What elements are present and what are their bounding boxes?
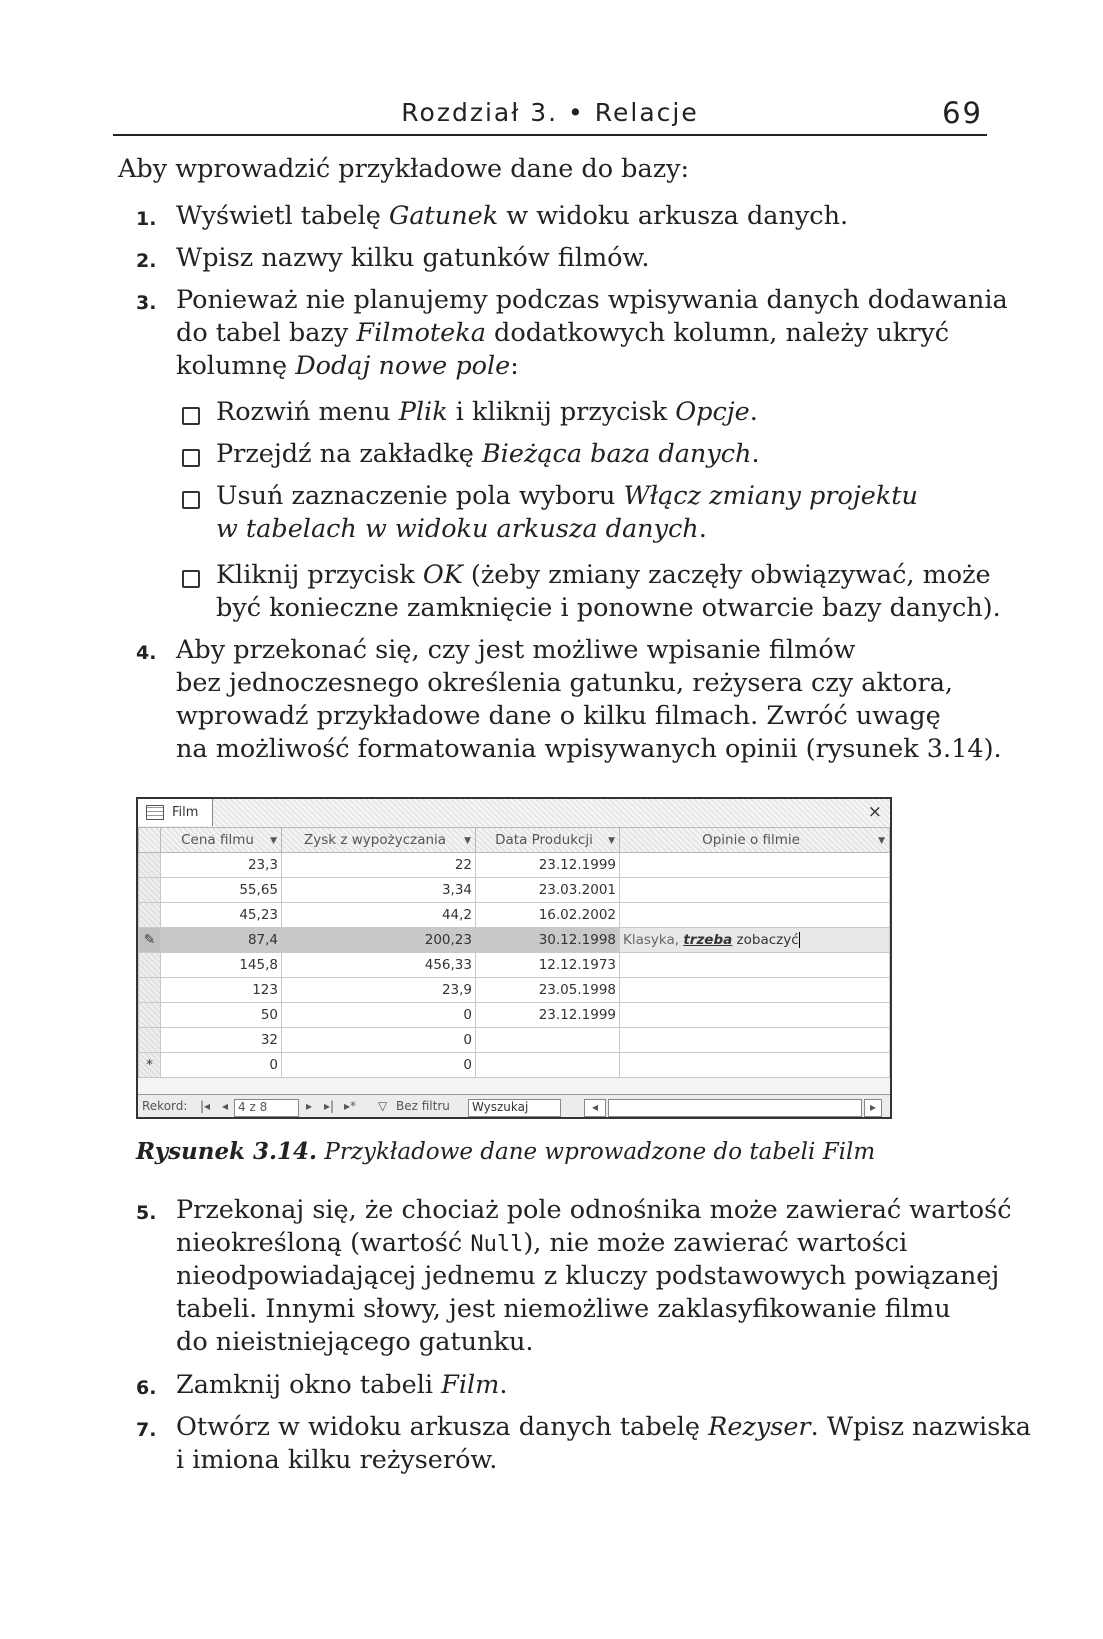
cell-data[interactable] (476, 1053, 620, 1078)
column-header-data[interactable]: Data Produkcji ▼ (476, 828, 620, 853)
sub-step-text: Usuń zaznaczenie pola wyboru Włącz zmiany projektu (216, 481, 918, 511)
figure-caption: Rysunek 3.14. Przykładowe dane wprowadzone do tabeli Film (136, 1138, 876, 1165)
chevron-down-icon[interactable]: ▼ (878, 836, 885, 846)
table-row (139, 953, 890, 978)
step-3-line: do tabel bazy Filmoteka dodatkowych kolumn, należy ukryć (176, 318, 950, 348)
cell-opinie[interactable] (620, 903, 890, 928)
row-selector[interactable] (139, 1003, 161, 1028)
sub-step-text: być konieczne zamknięcie i ponowne otwarcie bazy danych). (216, 593, 1001, 623)
cell-opinie-editing[interactable]: Klasyka, trzeba zobaczyć (620, 928, 890, 953)
chevron-down-icon[interactable]: ▼ (608, 836, 615, 846)
cell-cena[interactable]: 145,8 (161, 953, 282, 978)
close-icon[interactable]: × (867, 802, 882, 822)
step-3-line: kolumnę Dodaj nowe pole: (176, 351, 519, 381)
step-7-line: Otwórz w widoku arkusza danych tabelę Rezyser. Wpisz nazwiska (176, 1412, 1031, 1442)
table-row-new (139, 1053, 890, 1078)
document-tab-bar (138, 799, 890, 828)
record-position-field[interactable]: 4 z 8 (234, 1099, 299, 1117)
table-row-active (139, 928, 890, 953)
tab-label: Film (172, 805, 199, 820)
running-header (113, 92, 987, 136)
cell-cena[interactable]: 123 (161, 978, 282, 1003)
first-record-icon[interactable]: |◂ (200, 1099, 211, 1113)
step-5-line: Przekonaj się, że chociaż pole odnośnika może zawierać wartość (176, 1195, 1012, 1225)
step-4-line: na możliwość formatowania wpisywanych opinii (rysunek 3.14). (176, 734, 1002, 764)
step-4-line: bez jednoczesnego określenia gatunku, reżysera czy aktora, (176, 668, 954, 698)
cell-zysk[interactable]: 200,23 (282, 928, 476, 953)
cell-zysk[interactable]: 23,9 (282, 978, 476, 1003)
last-record-icon[interactable]: ▸| (324, 1099, 335, 1113)
cell-zysk[interactable]: 0 (282, 1028, 476, 1053)
record-navigation-bar (138, 1094, 890, 1117)
cell-opinie[interactable] (620, 978, 890, 1003)
step-number: 6. (136, 1377, 157, 1399)
checkbox-bullet-icon (182, 407, 200, 425)
cell-opinie[interactable] (620, 1028, 890, 1053)
table-row (139, 1003, 890, 1028)
scroll-left-icon[interactable]: ◂ (584, 1099, 606, 1117)
horizontal-scrollbar[interactable] (608, 1099, 862, 1117)
sub-step-text: Przejdź na zakładkę Bieżąca baza danych. (216, 439, 760, 469)
table-icon (146, 805, 164, 820)
new-record-icon[interactable]: * (139, 1053, 161, 1078)
cell-cena[interactable]: 32 (161, 1028, 282, 1053)
table-row (139, 903, 890, 928)
step-number: 4. (136, 642, 157, 664)
cell-data[interactable]: 30.12.1998 (476, 928, 620, 953)
cell-opinie[interactable] (620, 853, 890, 878)
step-5-line: nieodpowiadającej jednemu z kluczy podstawowych powiązanej (176, 1261, 1000, 1291)
step-5-line: nieokreśloną (wartość Null), nie może zawierać wartości (176, 1228, 908, 1258)
sub-step-text: Kliknij przycisk OK (żeby zmiany zaczęły obwiązywać, może (216, 560, 991, 590)
cell-cena[interactable]: 0 (161, 1053, 282, 1078)
cell-zysk[interactable]: 456,33 (282, 953, 476, 978)
cell-data[interactable]: 23.12.1999 (476, 1003, 620, 1028)
step-2-text: Wpisz nazwy kilku gatunków filmów. (176, 243, 650, 273)
step-number: 3. (136, 292, 157, 314)
step-3-line: Ponieważ nie planujemy podczas wpisywania danych dodawania (176, 285, 1008, 315)
access-datasheet-window (136, 797, 892, 1119)
cell-zysk[interactable]: 3,34 (282, 878, 476, 903)
prev-record-icon[interactable]: ◂ (222, 1099, 229, 1113)
next-record-icon[interactable]: ▸ (306, 1099, 313, 1113)
row-selector[interactable] (139, 1028, 161, 1053)
checkbox-bullet-icon (182, 491, 200, 509)
step-7-line: i imiona kilku reżyserów. (176, 1445, 498, 1475)
cell-opinie[interactable] (620, 878, 890, 903)
column-header-row (139, 828, 890, 853)
sub-step-text: w tabelach w widoku arkusza danych. (216, 514, 707, 544)
row-selector[interactable] (139, 953, 161, 978)
cell-zysk[interactable]: 22 (282, 853, 476, 878)
step-4-line: wprowadź przykładowe dane o kilku filmach. Zwróć uwagę (176, 701, 941, 731)
cell-cena[interactable]: 55,65 (161, 878, 282, 903)
search-input[interactable]: Wyszukaj (468, 1099, 561, 1117)
scroll-right-icon[interactable]: ▸ (864, 1099, 882, 1117)
step-4-line: Aby przekonać się, czy jest możliwe wpisanie filmów (176, 635, 856, 665)
step-number: 5. (136, 1202, 157, 1224)
cell-zysk[interactable]: 0 (282, 1003, 476, 1028)
checkbox-bullet-icon (182, 449, 200, 467)
filter-status[interactable]: Bez filtru (396, 1099, 450, 1113)
step-number: 2. (136, 250, 157, 272)
step-5-line: tabeli. Innymi słowy, jest niemożliwe zaklasyfikowanie filmu (176, 1294, 951, 1324)
intro-paragraph: Aby wprowadzić przykładowe dane do bazy: (118, 154, 690, 184)
datasheet-grid (138, 827, 890, 1078)
cell-data[interactable]: 12.12.1973 (476, 953, 620, 978)
table-row (139, 978, 890, 1003)
table-row (139, 1028, 890, 1053)
step-5-line: do nieistniejącego gatunku. (176, 1327, 534, 1357)
step-6-text: Zamknij okno tabeli Film. (176, 1370, 508, 1400)
page-number: 69 (942, 96, 983, 130)
step-number: 7. (136, 1419, 157, 1441)
record-label: Rekord: (142, 1099, 188, 1113)
cell-cena[interactable]: 50 (161, 1003, 282, 1028)
row-selector[interactable] (139, 978, 161, 1003)
tab-film[interactable] (138, 799, 213, 826)
column-header-opinie[interactable]: Opinie o filmie ▼ (620, 828, 890, 853)
column-header-cena[interactable]: Cena filmu ▼ (161, 828, 282, 853)
chevron-down-icon[interactable]: ▼ (270, 836, 277, 846)
cell-data[interactable]: 23.12.1999 (476, 853, 620, 878)
cell-cena[interactable]: 23,3 (161, 853, 282, 878)
row-selector-header[interactable] (139, 828, 161, 853)
cell-opinie[interactable] (620, 1003, 890, 1028)
cell-zysk[interactable]: 44,2 (282, 903, 476, 928)
column-header-zysk[interactable]: Zysk z wypożyczania ▼ (282, 828, 476, 853)
sub-step-text: Rozwiń menu Plik i kliknij przycisk Opcje. (216, 397, 758, 427)
row-selector[interactable] (139, 878, 161, 903)
cell-data[interactable]: 23.05.1998 (476, 978, 620, 1003)
row-selector[interactable] (139, 903, 161, 928)
row-selector[interactable] (139, 853, 161, 878)
cell-data[interactable]: 23.03.2001 (476, 878, 620, 903)
cell-opinie[interactable] (620, 1053, 890, 1078)
step-1-text: Wyświetl tabelę Gatunek w widoku arkusza danych. (176, 201, 849, 231)
new-record-nav-icon[interactable]: ▸* (344, 1099, 357, 1113)
cell-opinie[interactable] (620, 953, 890, 978)
cell-zysk[interactable]: 0 (282, 1053, 476, 1078)
chevron-down-icon[interactable]: ▼ (464, 836, 471, 846)
text-cursor (799, 932, 800, 948)
cell-cena[interactable]: 87,4 (161, 928, 282, 953)
step-number: 1. (136, 208, 157, 230)
edit-pencil-icon[interactable]: ✎ (139, 928, 161, 953)
table-row (139, 878, 890, 903)
cell-data[interactable] (476, 1028, 620, 1053)
filter-icon[interactable]: ▽ (378, 1099, 388, 1113)
cell-cena[interactable]: 45,23 (161, 903, 282, 928)
checkbox-bullet-icon (182, 570, 200, 588)
chapter-title: Rozdział 3. • Relacje (401, 98, 699, 127)
cell-data[interactable]: 16.02.2002 (476, 903, 620, 928)
table-row (139, 853, 890, 878)
